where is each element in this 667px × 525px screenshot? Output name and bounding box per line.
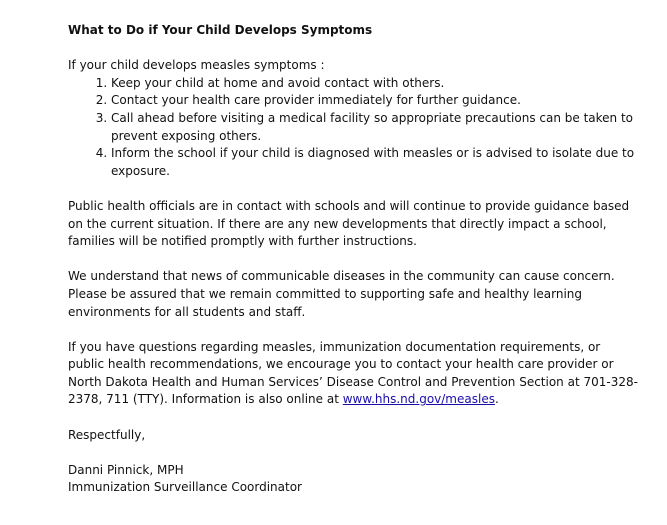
list-item: 4. Inform the school if your child is diagnosed with measles or is advised to isolate due to exposure.	[111, 145, 638, 180]
measles-info-link[interactable]: www.hhs.nd.gov/measles	[342, 392, 495, 407]
paragraph-questions	[68, 339, 638, 409]
closing: Respectfully,	[68, 427, 146, 442]
list-item: 2. Contact your health care provider immediately for further guidance.	[111, 92, 638, 110]
symptom-steps-list	[68, 75, 638, 181]
intro-text: If your child develops measles symptoms :	[68, 58, 325, 73]
list-item: 3. Call ahead before visiting a medical facility so appropriate precautions can be taken to prevent exposing others.	[111, 110, 638, 145]
document-body	[68, 22, 638, 515]
paragraph-questions-end: .	[494, 392, 499, 407]
list-item: 1. Keep your child at home and avoid contact with others.	[111, 75, 638, 93]
paragraph-questions-text: If you have questions regarding measles, immunization documentation requirements, or public health recommendations, we encourage you to contact your health care provider or North Dakota Health and Human Services’ Disease Control and Prevention Section at 701-328-2378, 711 (TTY). Information is also online at	[68, 339, 638, 407]
section-heading: What to Do if Your Child Develops Symptoms	[68, 23, 373, 37]
paragraph-officials: Public health officials are in contact with schools and will continue to provide guidance based on the current situation. If there are any new developments that directly impact a school, families will be notified promptly with further instructions.	[68, 198, 630, 249]
signature-block	[68, 462, 638, 497]
signature-name: Danni Pinnick, MPH	[68, 462, 184, 477]
signature-title: Immunization Surveillance Coordinator	[68, 480, 302, 495]
paragraph-concern: We understand that news of communicable diseases in the community can cause concern. Please be assured that we remain committed to supporting safe and healthy learning environments for all students and staff.	[68, 269, 615, 319]
